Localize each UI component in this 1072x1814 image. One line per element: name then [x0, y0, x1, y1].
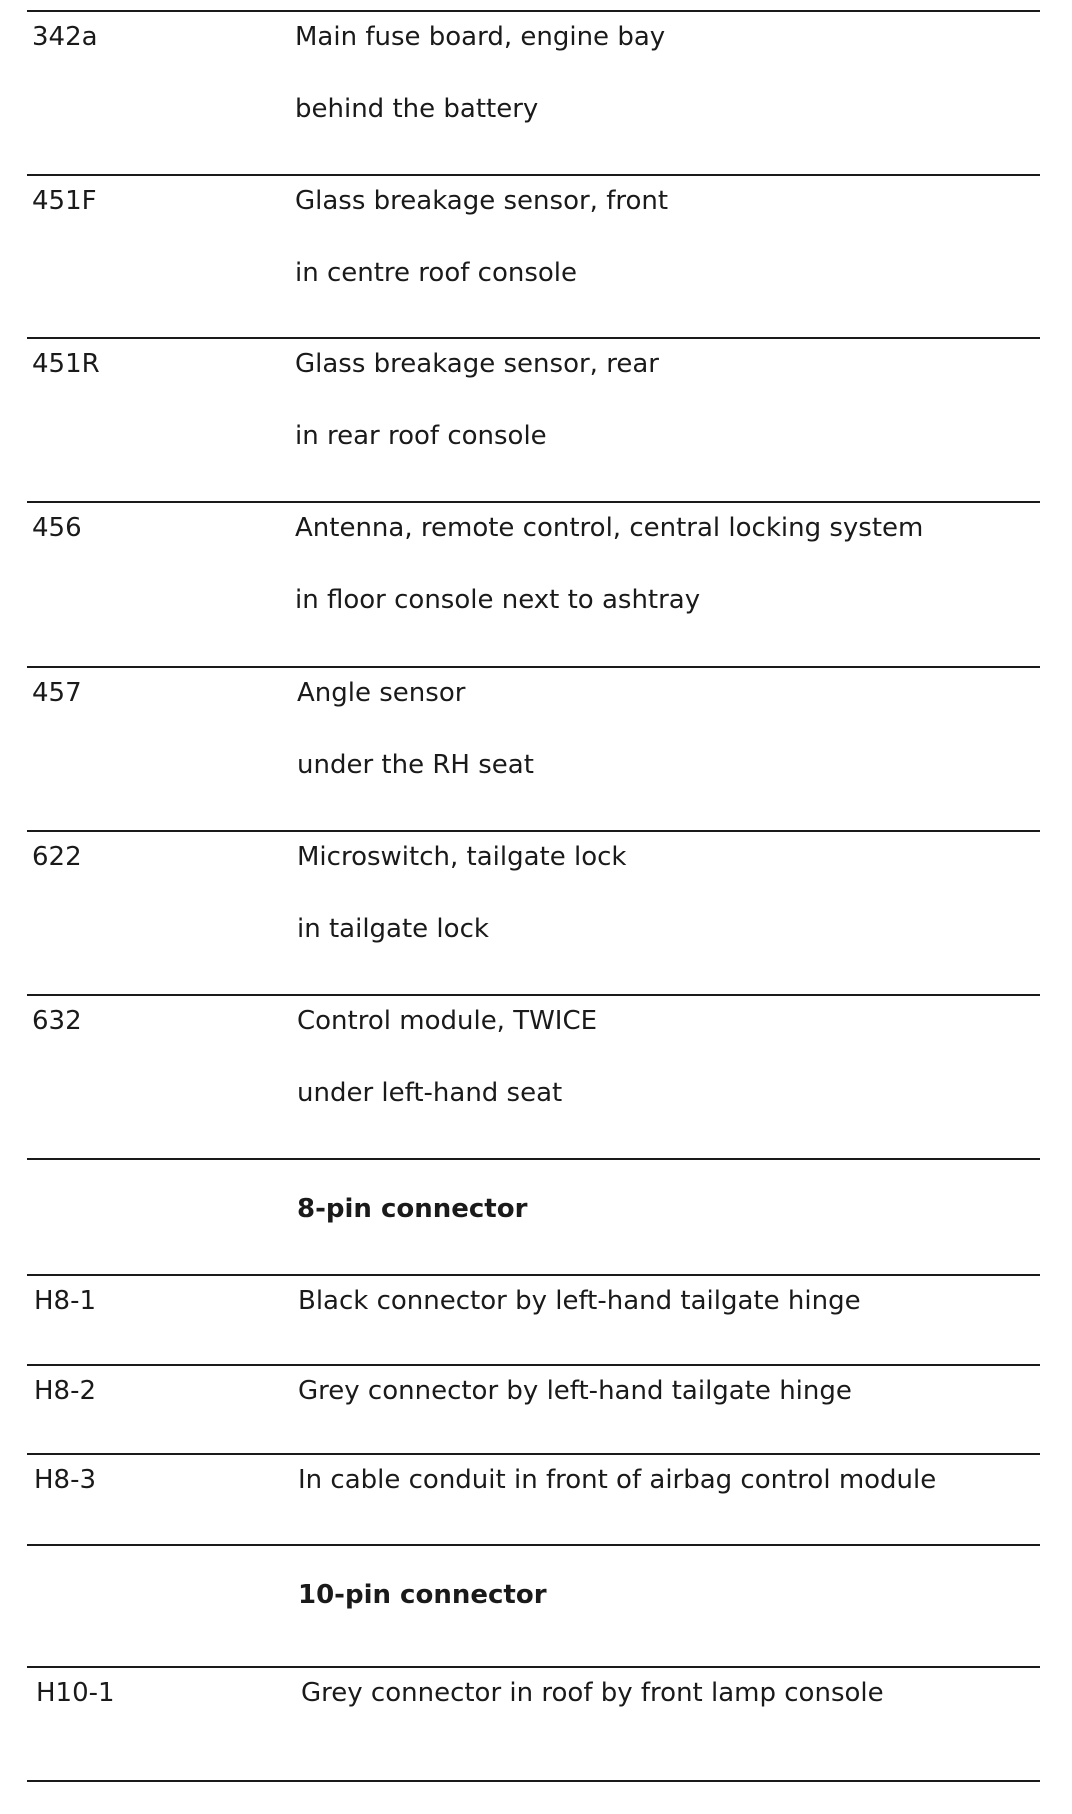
component-description: Black connector by left-hand tailgate hinge: [298, 1286, 861, 1316]
table-row-divider: [27, 1158, 1040, 1160]
section-heading: 10-pin connector: [298, 1580, 547, 1610]
component-code: 451R: [32, 349, 100, 379]
component-description: Antenna, remote control, central locking system: [295, 513, 924, 543]
component-code: 456: [32, 513, 82, 543]
component-description: Glass breakage sensor, rear: [295, 349, 659, 379]
table-row-divider: [27, 174, 1040, 176]
table-row-divider: [27, 337, 1040, 339]
component-description: Control module, TWICE: [297, 1006, 598, 1036]
component-location: in floor console next to ashtray: [295, 585, 701, 615]
component-description: Microswitch, tailgate lock: [297, 842, 627, 872]
component-code: 451F: [32, 186, 97, 216]
table-row-divider: [27, 1666, 1040, 1668]
component-code: 457: [32, 678, 82, 708]
component-code: 342a: [32, 22, 98, 52]
component-description: Glass breakage sensor, front: [295, 186, 669, 216]
table-row-divider: [27, 10, 1040, 12]
component-code: H10-1: [36, 1678, 115, 1708]
table-row-divider: [27, 1364, 1040, 1366]
component-code: 632: [32, 1006, 82, 1036]
component-description: Angle sensor: [297, 678, 466, 708]
component-code: 622: [32, 842, 82, 872]
component-code: H8-3: [34, 1465, 97, 1495]
component-location: in rear roof console: [295, 421, 547, 451]
section-heading: 8-pin connector: [297, 1194, 528, 1224]
component-location: under the RH seat: [297, 750, 534, 780]
component-location: behind the battery: [295, 94, 539, 124]
component-code: H8-1: [34, 1286, 97, 1316]
component-description: In cable conduit in front of airbag control module: [298, 1465, 937, 1495]
table-row-divider: [27, 994, 1040, 996]
table-row-divider: [27, 666, 1040, 668]
component-location: under left-hand seat: [297, 1078, 563, 1108]
table-row-divider: [27, 830, 1040, 832]
table-row-divider: [27, 1544, 1040, 1546]
component-location: in centre roof console: [295, 258, 578, 288]
table-row-divider: [27, 501, 1040, 503]
component-code: H8-2: [34, 1376, 97, 1406]
table-row-divider: [27, 1274, 1040, 1276]
component-description: Main fuse board, engine bay: [295, 22, 666, 52]
component-description: Grey connector in roof by front lamp console: [301, 1678, 884, 1708]
table-row-divider: [27, 1453, 1040, 1455]
component-location: in tailgate lock: [297, 914, 489, 944]
component-description: Grey connector by left-hand tailgate hinge: [298, 1376, 852, 1406]
table-row-divider: [27, 1780, 1040, 1782]
